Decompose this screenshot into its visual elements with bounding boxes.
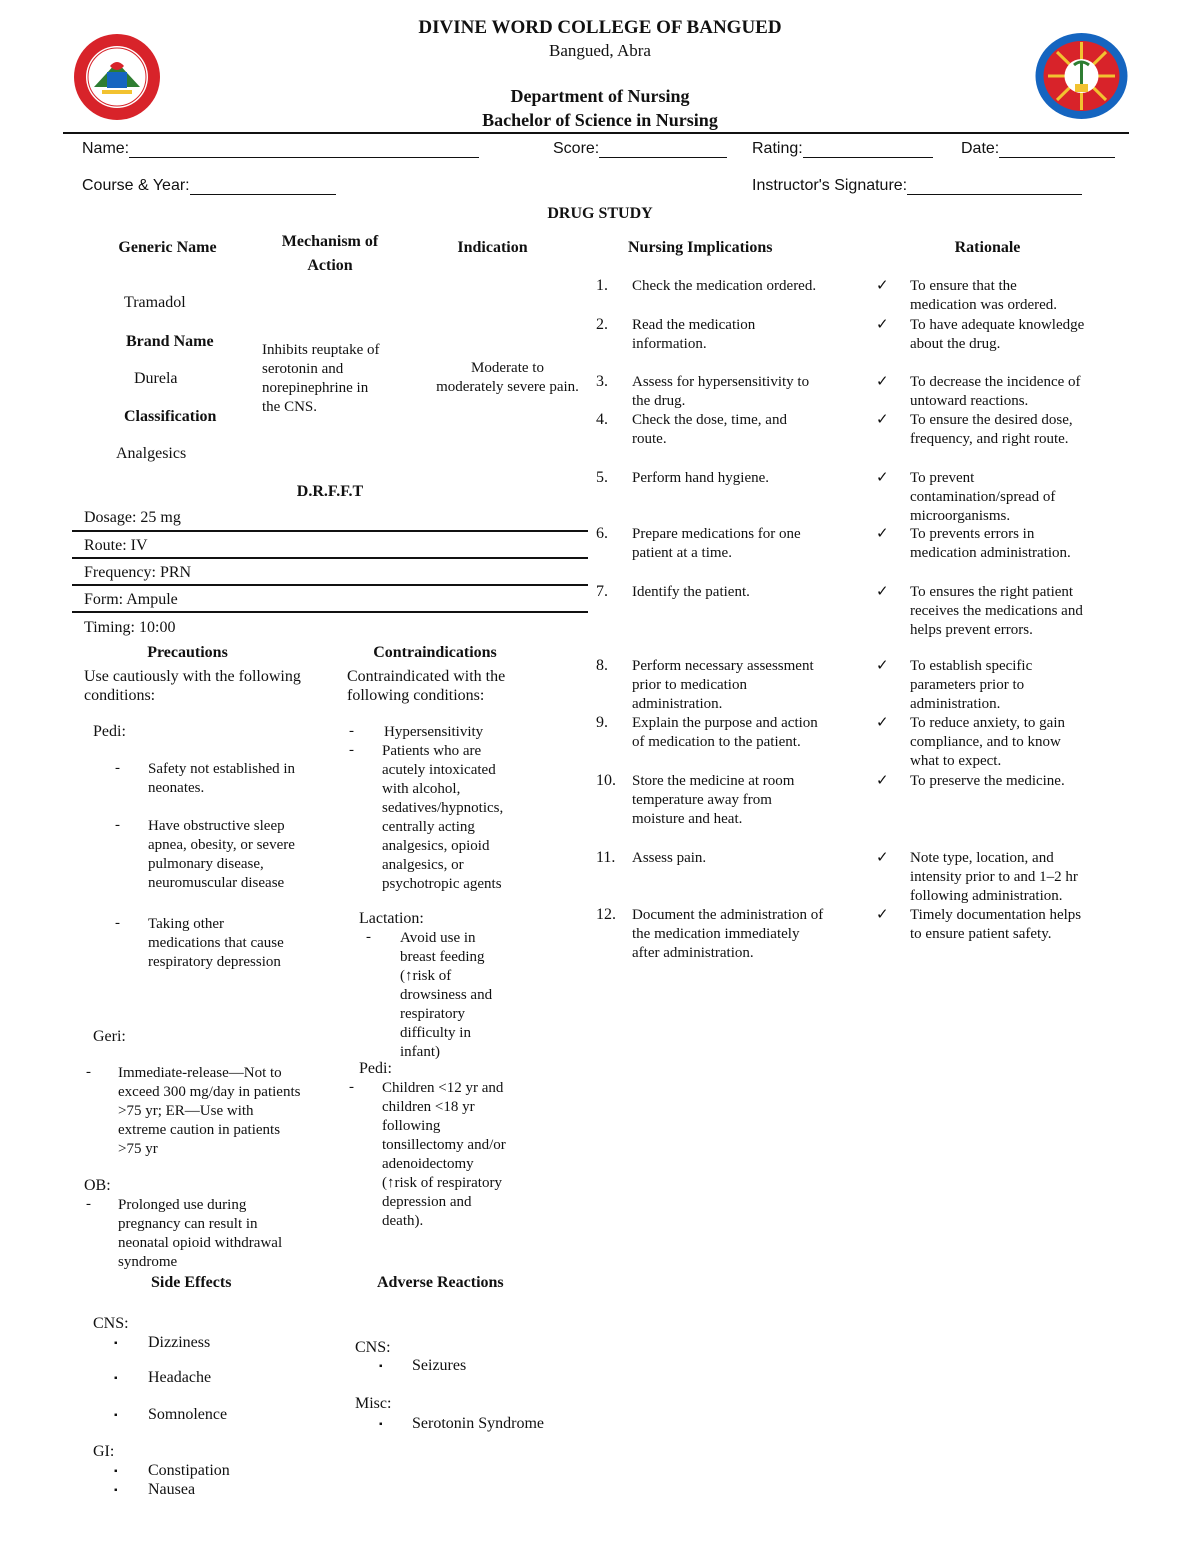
form-row: Form: Ampule: [84, 591, 178, 608]
nursing-item-number: 8.: [596, 657, 608, 674]
bullet-marker: ▪: [114, 1466, 118, 1477]
check-icon: ✓: [876, 526, 889, 542]
contra-pedi-label: Pedi:: [359, 1060, 392, 1077]
rationale-item: To preserve the medicine.: [910, 773, 1065, 789]
contraindications-intro: Contraindicated with the following conditions:: [347, 668, 506, 704]
check-icon: ✓: [876, 850, 889, 866]
nursing-item: Assess for hypersensitivity to the drug.: [632, 374, 810, 409]
precaution-pedi-item: Taking other medications that cause respiratory depression: [148, 916, 284, 970]
side-effect-item: Constipation: [148, 1462, 230, 1479]
contra-item: Hypersensitivity: [384, 724, 484, 740]
brand-name-value: Durela: [134, 370, 178, 387]
dash-marker: -: [86, 1196, 91, 1212]
drfft-line-2: [72, 557, 588, 559]
score-field[interactable]: [553, 140, 727, 158]
adverse-cns-label: CNS:: [355, 1339, 391, 1356]
nursing-item-number: 7.: [596, 583, 608, 600]
check-icon: ✓: [876, 374, 889, 390]
adverse-item: Serotonin Syndrome: [412, 1415, 544, 1432]
rationale-item: To prevents errors in medication administration.: [910, 526, 1071, 561]
rationale-item: To ensure the desired dose, frequency, and right route.: [910, 412, 1073, 447]
contra-lactation-item: Avoid use in breast feeding (↑risk of drowsiness and respiratory difficulty in infant): [400, 930, 493, 1060]
nursing-item-number: 10.: [596, 772, 616, 789]
indication-text: Moderate to moderately severe pain.: [436, 360, 579, 395]
header-divider: [63, 132, 1129, 134]
side-effects-title: Side Effects: [151, 1274, 232, 1291]
precaution-pedi-item: Safety not established in neonates.: [148, 761, 296, 796]
dash-marker: -: [115, 760, 120, 776]
name-label: Name:: [82, 140, 130, 157]
nursing-item: Assess pain.: [632, 850, 707, 866]
dash-marker: -: [86, 1064, 91, 1080]
side-effects-cns-label: CNS:: [93, 1315, 129, 1332]
name-field[interactable]: [82, 140, 479, 158]
nursing-logo: [1034, 32, 1129, 120]
precaution-geri-item: Immediate-release—Not to exceed 300 mg/day in patients >75 yr; ER—Use with extreme caution in patients >75 yr: [118, 1065, 301, 1157]
nursing-item-number: 9.: [596, 714, 608, 731]
timing-row: Timing: 10:00: [84, 619, 176, 636]
date-field[interactable]: [961, 140, 1115, 158]
check-icon: ✓: [876, 278, 889, 294]
nursing-item: Perform necessary assessment prior to medication administration.: [632, 658, 814, 712]
rationale-item: To ensures the right patient receives the medications and helps prevent errors.: [910, 584, 1083, 638]
nursing-item: Prepare medications for one patient at a time.: [632, 526, 801, 561]
course-year-field[interactable]: [82, 177, 336, 195]
nursing-item: Check the medication ordered.: [632, 278, 817, 294]
department-name: Department of Nursing: [510, 86, 690, 106]
contra-lactation-label: Lactation:: [359, 910, 424, 927]
score-label: Score:: [553, 140, 600, 157]
drfft-line-4: [72, 611, 588, 613]
nursing-item-number: 2.: [596, 316, 608, 333]
classification-label: Classification: [124, 408, 217, 425]
brand-name-label: Brand Name: [126, 333, 214, 350]
bullet-marker: ▪: [114, 1338, 118, 1349]
bullet-marker: ▪: [114, 1485, 118, 1496]
rationale-item: Note type, location, and intensity prior to and 1–2 hr following administration.: [910, 850, 1078, 904]
adverse-misc-label: Misc:: [355, 1395, 392, 1412]
dash-marker: -: [115, 817, 120, 833]
rationale-item: To prevent contamination/spread of microorganisms.: [910, 470, 1056, 524]
check-icon: ✓: [876, 412, 889, 428]
mechanism-text: Inhibits reuptake of serotonin and norepinephrine in the CNS.: [262, 342, 380, 415]
generic-name-header: Generic Name: [118, 239, 217, 256]
rationale-item: To establish specific parameters prior to administration.: [910, 658, 1033, 712]
bullet-marker: ▪: [114, 1373, 118, 1384]
drfft-line-3: [72, 584, 588, 586]
drfft-title: D.R.F.F.T: [296, 483, 364, 500]
college-logo: [72, 32, 162, 122]
bullet-marker: ▪: [379, 1419, 383, 1430]
rationale-item: To have adequate knowledge about the drug.: [910, 317, 1085, 352]
dash-marker: -: [349, 742, 354, 758]
frequency-row: Frequency: PRN: [84, 564, 192, 581]
precautions-pedi-label: Pedi:: [93, 723, 126, 740]
route-row: Route: IV: [84, 537, 148, 554]
check-icon: ✓: [876, 470, 889, 486]
precautions-ob-label: OB:: [84, 1177, 111, 1194]
nursing-item: Read the medication information.: [632, 317, 756, 352]
contraindications-title: Contraindications: [373, 644, 497, 661]
program-name: Bachelor of Science in Nursing: [482, 110, 718, 130]
rating-field[interactable]: [752, 140, 933, 158]
check-icon: ✓: [876, 773, 889, 789]
rationale-item: To ensure that the medication was ordered.: [910, 278, 1058, 313]
side-effect-item: Somnolence: [148, 1406, 228, 1423]
mechanism-header: Mechanism of Action: [281, 233, 379, 274]
rationale-item: Timely documentation helps to ensure patient safety.: [910, 907, 1082, 942]
precautions-title: Precautions: [147, 644, 228, 661]
nursing-item: Document the administration of the medication immediately after administration.: [632, 907, 824, 961]
rating-label: Rating:: [752, 140, 803, 157]
side-effects-gi-label: GI:: [93, 1443, 115, 1460]
side-effect-item: Nausea: [148, 1481, 196, 1498]
nursing-item: Explain the purpose and action of medication to the patient.: [632, 715, 818, 750]
check-icon: ✓: [876, 317, 889, 333]
nursing-item: Identify the patient.: [632, 584, 750, 600]
side-effect-item: Dizziness: [148, 1334, 211, 1351]
drfft-line-1: [72, 530, 588, 532]
dash-marker: -: [349, 1079, 354, 1095]
side-effect-item: Headache: [148, 1369, 212, 1386]
check-icon: ✓: [876, 658, 889, 674]
contra-item: Patients who are acutely intoxicated with alcohol, sedatives/hypnotics, centrally acting analgesics, opioid analgesics, or psychotropic agents: [382, 743, 504, 892]
nursing-implications-header: Nursing Implications: [628, 239, 773, 256]
drug-study-title: DRUG STUDY: [547, 205, 653, 222]
adverse-item: Seizures: [412, 1357, 467, 1374]
dash-marker: -: [349, 723, 354, 739]
precautions-intro: Use cautiously with the following conditions:: [84, 668, 301, 704]
precautions-geri-label: Geri:: [93, 1028, 126, 1045]
date-label: Date:: [961, 140, 1000, 157]
nursing-item: Perform hand hygiene.: [632, 470, 770, 486]
contra-pedi-item: Children <12 yr and children <18 yr following tonsillectomy and/or adenoidectomy (↑risk of respiratory depression and death).: [382, 1080, 506, 1229]
classification-value: Analgesics: [116, 445, 187, 462]
nursing-item-number: 6.: [596, 525, 608, 542]
nursing-item-number: 12.: [596, 906, 616, 923]
instructor-signature-label: Instructor's Signature:: [752, 177, 908, 194]
dash-marker: -: [115, 915, 120, 931]
adverse-reactions-title: Adverse Reactions: [377, 1274, 504, 1291]
precaution-pedi-item: Have obstructive sleep apnea, obesity, or severe pulmonary disease, neuromuscular disease: [148, 818, 295, 891]
rationale-header: Rationale: [954, 239, 1021, 256]
precaution-ob-item: Prolonged use during pregnancy can result in neonatal opioid withdrawal syndrome: [118, 1197, 283, 1270]
nursing-item-number: 5.: [596, 469, 608, 486]
nursing-item-number: 1.: [596, 277, 608, 294]
dash-marker: -: [366, 929, 371, 945]
school-name: DIVINE WORD COLLEGE OF BANGUED: [418, 17, 782, 38]
check-icon: ✓: [876, 715, 889, 731]
instructor-signature-field[interactable]: [752, 177, 1082, 195]
bullet-marker: ▪: [379, 1361, 383, 1372]
rationale-item: To decrease the incidence of untoward reactions.: [910, 374, 1081, 409]
course-year-label: Course & Year:: [82, 177, 190, 194]
check-icon: ✓: [876, 907, 889, 923]
nursing-item: Check the dose, time, and route.: [632, 412, 787, 447]
indication-header: Indication: [457, 239, 528, 256]
school-location: Bangued, Abra: [549, 41, 651, 60]
generic-name-value: Tramadol: [124, 294, 186, 311]
nursing-item-number: 11.: [596, 849, 616, 866]
nursing-item-number: 3.: [596, 373, 608, 390]
bullet-marker: ▪: [114, 1410, 118, 1421]
check-icon: ✓: [876, 584, 889, 600]
dosage-row: Dosage: 25 mg: [84, 509, 181, 526]
nursing-item: Store the medicine at room temperature away from moisture and heat.: [632, 773, 795, 827]
nursing-item-number: 4.: [596, 411, 608, 428]
rationale-item: To reduce anxiety, to gain compliance, and to know what to expect.: [910, 715, 1066, 769]
